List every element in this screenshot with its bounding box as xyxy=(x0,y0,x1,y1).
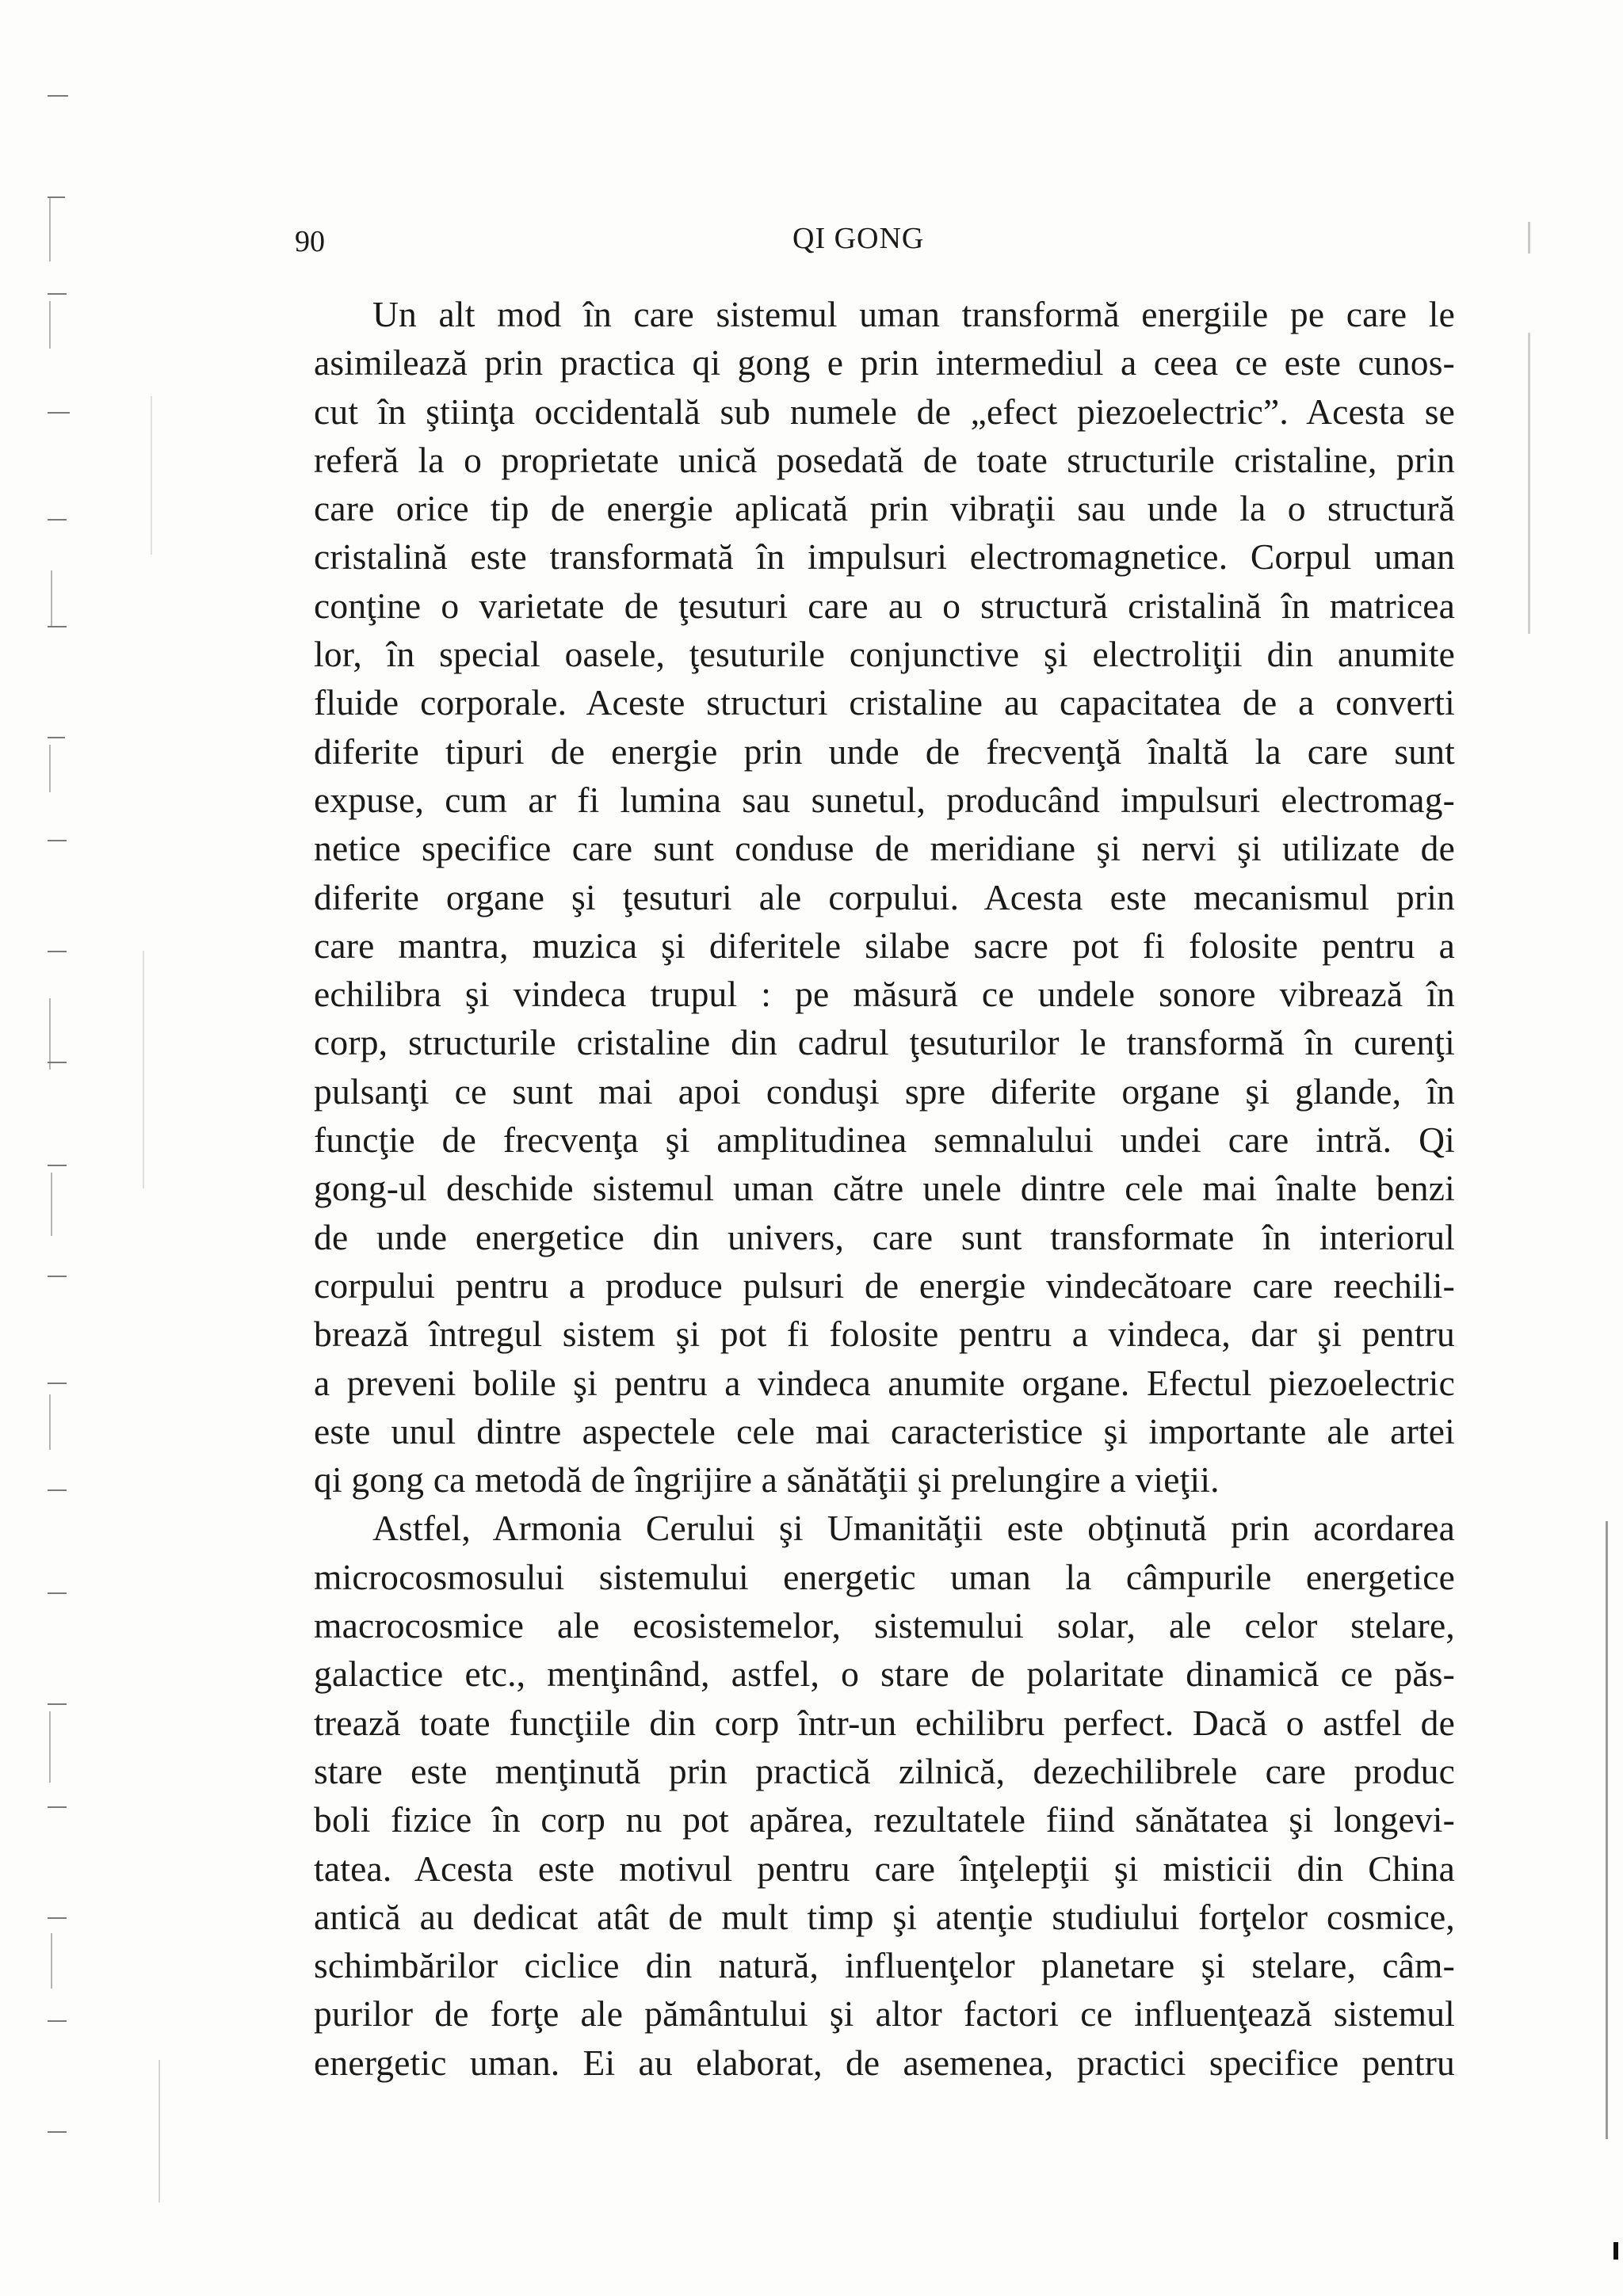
text-line: cristalină este transformată în impulsuri electromagnetice. Corpul uman xyxy=(314,536,1455,578)
text-line: Un alt mod în care sistemul uman transformă energiile pe care le xyxy=(372,294,1455,334)
text-line: brează întregul sistem şi pot fi folosite pentru a vindeca, dar şi pentru xyxy=(314,1314,1455,1355)
text-line: corp, structurile cristaline din cadrul ţesuturilor le transformă în curenţi xyxy=(314,1022,1455,1063)
paragraph-1 xyxy=(314,290,1455,1504)
text-line: antică au dedicat atât de mult timp şi atenţie studiului forţelor cosmice, xyxy=(314,1896,1455,1937)
text-line: funcţie de frecvenţa şi amplitudinea semnalului undei care intră. Qi xyxy=(314,1119,1455,1161)
text-line: care orice tip de energie aplicată prin vibraţii sau unde la o structură xyxy=(314,488,1455,529)
scan-right-edge xyxy=(1528,333,1530,634)
text-line: lor, în special oasele, ţesuturile conjunctive şi electroliţii din anumite xyxy=(314,634,1455,675)
text-line: energetic uman. Ei au elaborat, de asemenea, practici specifice pentru xyxy=(314,2042,1455,2083)
text-line: gong-ul deschide sistemul uman către unele dintre cele mai înalte benzi xyxy=(314,1168,1455,1209)
body-text xyxy=(314,290,1455,2087)
text-line: referă la o proprietate unică posedată de toate structurile cristaline, prin xyxy=(314,439,1455,480)
text-line: a preveni bolile şi pentru a vindeca anumite organe. Efectul piezoelectric xyxy=(314,1362,1455,1403)
text-line: expuse, cum ar fi lumina sau sunetul, producând impulsuri electromag- xyxy=(314,779,1455,820)
text-line: qi gong ca metodă de îngrijire a sănătăţii şi prelungire a vieţii. xyxy=(314,1459,1220,1501)
page-number: 90 xyxy=(295,225,325,258)
scan-gutter-artifacts xyxy=(48,79,174,2218)
scan-right-edge xyxy=(1528,222,1530,254)
text-line: trează toate funcţiile din corp într-un echilibru perfect. Dacă o astfel de xyxy=(314,1702,1455,1743)
scan-edge-mark xyxy=(1613,2242,1618,2260)
text-line: galactice etc., menţinând, astfel, o stare de polaritate dinamică ce păs- xyxy=(314,1653,1455,1695)
text-line: de unde energetice din univers, care sunt transformate în interiorul xyxy=(314,1216,1455,1257)
text-line: tatea. Acesta este motivul pentru care înţelepţii şi misticii din China xyxy=(314,1848,1455,1889)
text-line: Astfel, Armonia Cerului şi Umanităţii este obţinută prin acordarea xyxy=(372,1508,1455,1549)
text-line: fluide corporale. Aceste structuri cristaline au capacitatea de a converti xyxy=(314,682,1455,723)
text-line: este unul dintre aspectele cele mai caracteristice şi importante ale artei xyxy=(314,1410,1455,1451)
text-line: conţine o varietate de ţesuturi care au o structură cristalină în matricea xyxy=(314,585,1455,626)
scan-right-edge xyxy=(1606,1521,1608,2139)
paragraph-2 xyxy=(314,1504,1455,2087)
text-line: microcosmosului sistemului energetic uman la câmpurile energetice xyxy=(314,1556,1455,1597)
text-line: diferite organe şi ţesuturi ale corpului. Acesta este mecanismul prin xyxy=(314,876,1455,917)
text-line: asimilează prin practica qi gong e prin intermediul a ceea ce este cunos- xyxy=(314,342,1455,383)
text-line: macrocosmice ale ecosistemelor, sistemului solar, ale celor stelare, xyxy=(314,1605,1455,1646)
text-line: stare este menţinută prin practică zilnică, dezechilibrele care produc xyxy=(314,1750,1455,1791)
text-line: corpului pentru a produce pulsuri de energie vindecătoare care reechili- xyxy=(314,1264,1455,1306)
text-line: boli fizice în corp nu pot apărea, rezultatele fiind sănătatea şi longevi- xyxy=(314,1799,1455,1840)
text-line: echilibra şi vindeca trupul : pe măsură ce undele sonore vibrează în xyxy=(314,974,1455,1015)
text-line: diferite tipuri de energie prin unde de frecvenţă înaltă la care sunt xyxy=(314,730,1455,772)
running-title: QI GONG xyxy=(792,222,925,255)
text-line: pulsanţi ce sunt mai apoi conduşi spre diferite organe şi glande, în xyxy=(314,1070,1455,1112)
text-line: purilor de forţe ale pământului şi altor factori ce influenţează sistemul xyxy=(314,1993,1455,2035)
text-line: cut în ştiinţa occidentală sub numele de „efect piezoelectric”. Acesta se xyxy=(314,391,1455,432)
text-line: schimbărilor ciclice din natură, influenţelor planetare şi stelare, câm- xyxy=(314,1945,1455,1986)
text-line: care mantra, muzica şi diferitele silabe sacre pot fi folosite pentru a xyxy=(314,925,1455,966)
text-line: netice specifice care sunt conduse de meridiane şi nervi şi utilizate de xyxy=(314,828,1455,869)
